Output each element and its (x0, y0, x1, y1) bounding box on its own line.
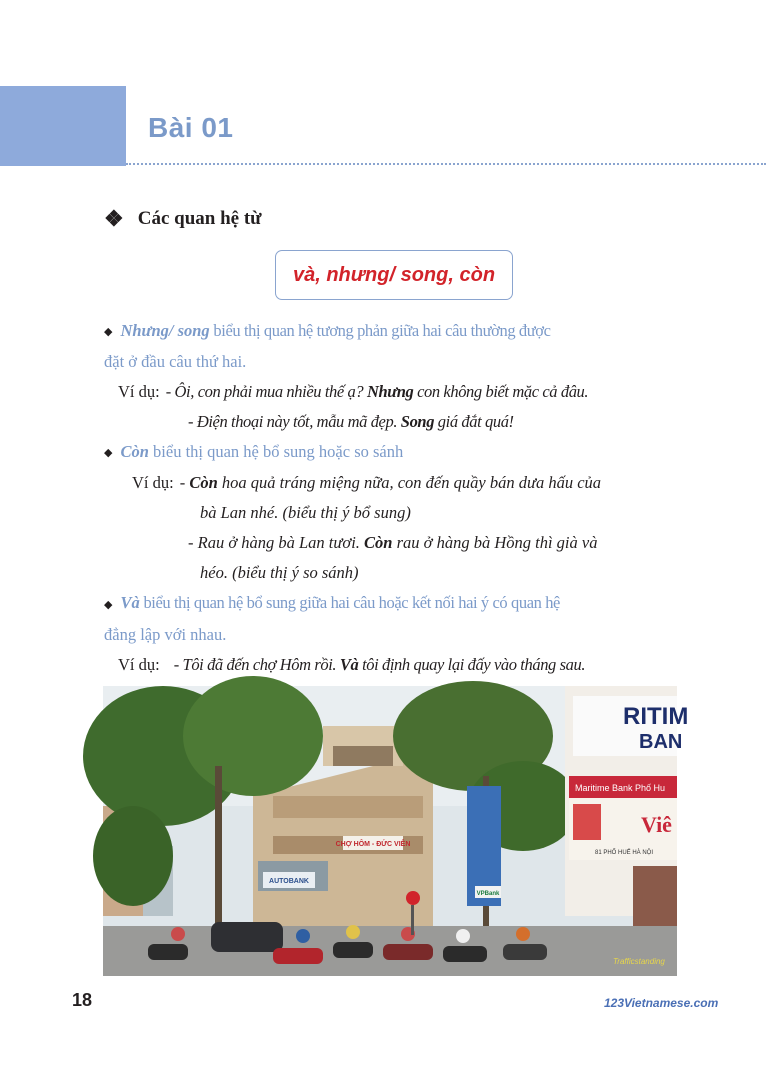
photo-watermark: Trafficstanding (613, 957, 665, 966)
example-text: tôi định quay lại đấy vào tháng sau. (358, 654, 586, 674)
example-label: Ví dụ: (118, 382, 160, 402)
section-heading (104, 208, 262, 230)
example-line (104, 528, 684, 558)
sign-maritime-top: RITIM (623, 703, 689, 730)
description-continued: đẳng lập với nhau. (104, 624, 227, 644)
item-va (104, 588, 684, 619)
diamond-bullet-icon: ◆ (104, 326, 113, 339)
footer-logo: 123Vietnamese.com (604, 996, 719, 1010)
example-text: con không biết mặc cả đâu. (413, 382, 589, 402)
diamond-bullet-icon: ◆ (104, 447, 113, 460)
conjunctions-text: và, nhưng/ song, còn (292, 263, 496, 286)
example-line (104, 468, 684, 498)
sign-address: 81 PHỐ HUẾ HÀ NỘI (595, 850, 654, 856)
sign-vie: Viê (641, 812, 672, 837)
diamond-bullet-icon: ◆ (104, 598, 113, 611)
conjunctions-box (275, 250, 513, 300)
example-keyword: Còn (364, 533, 393, 553)
example-text: - (179, 473, 190, 493)
street-photo (103, 686, 689, 976)
sign-maritime-branch: Maritime Bank Phố Hu (575, 783, 666, 793)
example-label: Ví dụ: (132, 473, 174, 493)
example-text: giá đắt quá! (434, 412, 514, 432)
sign-autobank: AUTOBANK (269, 878, 309, 885)
example-line: bà Lan nhé. (biểu thị ý bổ sung) (200, 503, 411, 523)
example-text: - Tôi đã đến chợ Hôm rồi. (173, 654, 340, 674)
example-line: héo. (biểu thị ý so sánh) (200, 563, 359, 583)
example-keyword: Và (339, 654, 359, 674)
sign-vpbank: VPBank (476, 891, 500, 897)
example-keyword: Còn (189, 473, 218, 493)
lesson-title: Bài 01 (148, 112, 234, 143)
page-number: 18 (72, 990, 93, 1010)
example-text: hoa quả tráng miệng nữa, con đến quầy bán dưa hấu của (217, 473, 602, 493)
description: biểu thị quan hệ bổ sung giữa hai câu hoặc kết nối hai ý có quan hệ (139, 593, 560, 613)
example-line (104, 377, 684, 407)
example-text: - Ôi, con phải mua nhiều thế ạ? (165, 382, 367, 402)
example-text: - Điện thoại này tốt, mẫu mã đẹp. (188, 412, 401, 432)
sign-maritime-bank: BAN (639, 731, 683, 753)
header-color-band (0, 86, 126, 166)
item-con (104, 437, 684, 468)
header-dotted-divider (126, 163, 766, 165)
description-continued: đặt ở đầu câu thứ hai. (104, 352, 247, 372)
item-nhung-song (104, 316, 684, 347)
keyword: Nhưng/ song (120, 321, 210, 340)
four-diamond-bullet-icon: ❖ (104, 206, 124, 231)
keyword: Còn (120, 442, 149, 462)
example-keyword: Song (400, 412, 435, 432)
example-label: Ví dụ: (118, 654, 160, 674)
example-line (104, 407, 684, 437)
description: biểu thị quan hệ bổ sung hoặc so sánh (148, 442, 404, 462)
example-keyword: Nhưng (366, 382, 414, 402)
section-heading-text: Các quan hệ từ (137, 208, 262, 229)
keyword: Và (120, 593, 140, 613)
description: biểu thị quan hệ tương phản giữa hai câu thường được (209, 321, 551, 340)
example-line (104, 650, 684, 680)
lesson-content (104, 316, 684, 680)
example-text: - Rau ở hàng bà Lan tươi. (188, 533, 365, 553)
sign-cho-hom: CHỢ HÔM - ĐỨC VIÊN (335, 841, 411, 848)
example-text: rau ở hàng bà Hồng thì già và (392, 533, 598, 553)
